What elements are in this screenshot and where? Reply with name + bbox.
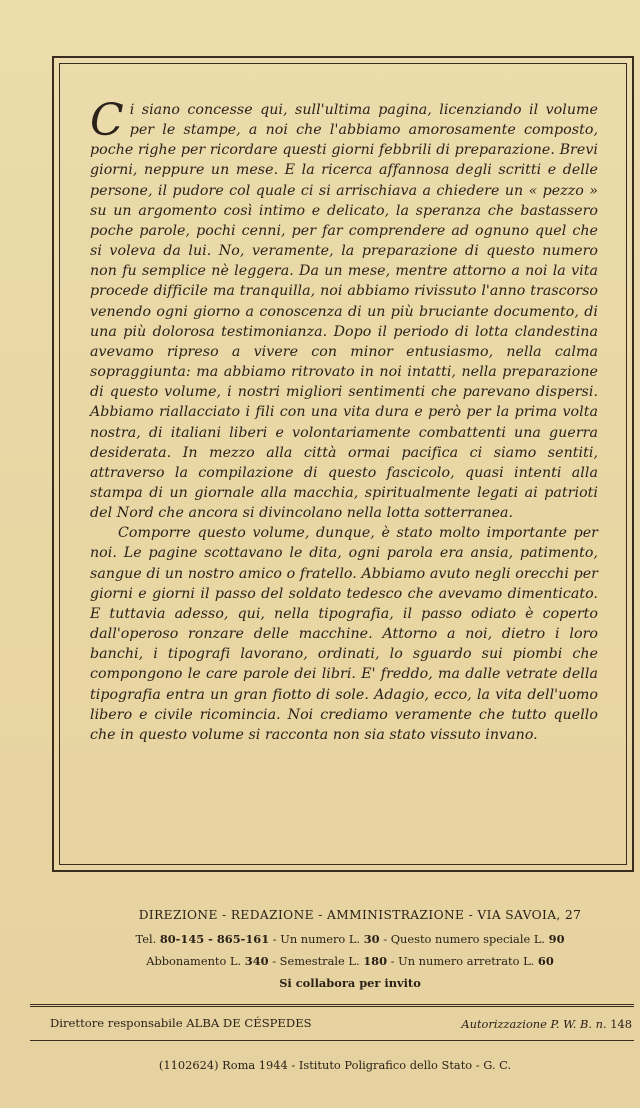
- tel-label: Tel.: [135, 932, 157, 946]
- semester-price: 180: [363, 954, 387, 968]
- subscription-price: 340: [244, 954, 269, 968]
- subscription-label: Abbonamento L.: [146, 954, 242, 968]
- single-issue-price: 30: [363, 932, 380, 946]
- director-credit: [50, 1016, 312, 1030]
- divider-top: [30, 1004, 634, 1005]
- tel-numbers: 80-145 - 865-161: [159, 932, 270, 946]
- divider-bottom: [30, 1040, 634, 1041]
- masthead-subscriptions: [30, 954, 640, 968]
- single-issue-label: - Un numero L.: [272, 932, 361, 946]
- article-paragraph-1: [90, 95, 598, 523]
- special-issue-label: - Questo numero speciale L.: [383, 932, 546, 946]
- masthead-address: DIREZIONE - REDAZIONE - AMMINISTRAZIONE - VIA SAVOIA, 27: [138, 908, 582, 922]
- director-label: Direttore responsabile: [50, 1016, 183, 1030]
- printer-imprint: (1102624) Roma 1944 - Istituto Poligrafico dello Stato - G. C.: [158, 1058, 512, 1072]
- director-name: ALBA DE CÉSPEDES: [186, 1016, 312, 1030]
- authorization-number: 148: [610, 1017, 632, 1031]
- drop-cap: C: [90, 95, 124, 146]
- article-paragraph-2: Comporre questo volume, dunque, è stato molto importante per noi. Le pagine scottavano le dita, ogni parola era ansia, patimento, sangue di un nostro amico o fratello. Abbiamo avuto negli orecchi per giorni e giorni il passo del soldato tedesco che avevamo dimenticato. E tuttavia adesso, qui, nella tipografia, il passo odiato è coperto dall'operoso ronzare delle macchine. Attorno a noi, dietro i loro banchi, i tipografi lavorano, ordinati, lo sguardo sui piombi che compongono le care parole dei libri. E' freddo, ma dalle vetrate della tipografia entra un gran fiotto di sole. Adagio, ecco, la vita dell'uomo libero e civile ricomincia. Noi crediamo veramente che tutto quello che in questo volume si racconta non sia stato vissuto invano.: [90, 525, 598, 743]
- authorization-label: Autorizzazione P. W. B. n.: [461, 1017, 607, 1031]
- divider-top-double: [30, 1006, 634, 1007]
- article-body: [90, 95, 598, 745]
- semester-label: - Semestrale L.: [272, 954, 360, 968]
- special-issue-price: 90: [548, 932, 565, 946]
- paragraph-1-text: i siano concesse qui, sull'ultima pagina, licenziando il volume per le stampe, a noi che l'abbiamo amorosamente composto, poche righe per ricordare questi giorni febbrili di preparazione. Brevi giorni, neppure un mese. E la ricerca affannosa degli scritti e delle persone, il pudore col quale ci si arrischiava a chiedere un « pezzo » su un argomento così intimo e delicato, la speranza che bastassero poche parole, pochi cenni, per far comprendere ad ognuno quel che si voleva da lui. No, veramente, la preparazione di questo numero non fu semplice nè leggera. Da un mese, mentre attorno a noi la vita procede difficile ma tranquilla, noi abbiamo rivissuto l'anno trascorso venendo ogni giorno a conoscenza di un più bruciante documento, di una più dolorosa testimonianza. Dopo il periodo di lotta clandestina avevamo ripreso a vivere con minor entusiasmo, nella calma sopraggiunta: ma abbiamo ritrovato in noi intatti, nella preparazione di questo volume, i nostri migliori sentimenti che parevano dispersi. Abbiamo riallacciato i fili con una vita dura e però per la prima volta nostra, di italiani liberi e volontariamente combattenti una guerra desiderata. In mezzo alla città ormai pacifica ci siamo sentiti, attraverso la compilazione di questo fascicolo, quasi intenti alla stampa di un giornale alla macchia, spiritualmente legati ai patrioti del Nord che ancora si divincolano nella lotta sotterranea.: [90, 102, 598, 522]
- invitation-note: Si collabora per invito: [279, 976, 421, 990]
- back-issue-price: 60: [537, 954, 554, 968]
- authorization-note: [461, 1017, 632, 1031]
- masthead-prices: [30, 932, 640, 946]
- back-issue-label: - Un numero arretrato L.: [390, 954, 535, 968]
